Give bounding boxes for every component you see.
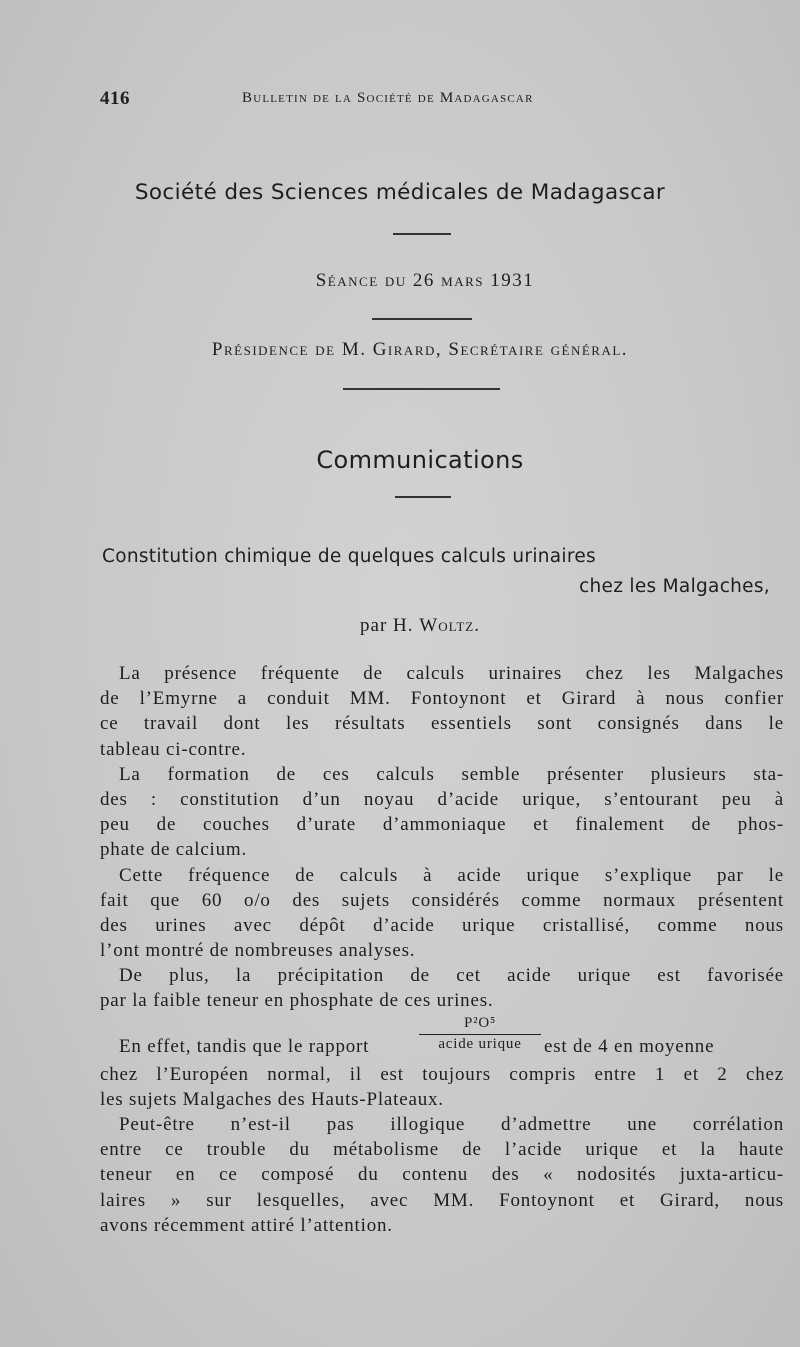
text-line: La formation de ces calculs semble présenter plusieurs sta-	[119, 763, 784, 785]
article-title-line-2: chez les Malgaches,	[579, 576, 770, 597]
fraction-denominator: acide urique	[438, 1036, 522, 1053]
byline-prefix: par H.	[360, 615, 414, 636]
text-line: ce travail dont les résultats essentiels sont consignés dans le	[100, 713, 784, 735]
article-body	[100, 661, 784, 1238]
fraction-suffix: est de 4 en moyenne	[544, 1035, 715, 1057]
fraction-line	[100, 1014, 784, 1062]
fraction	[419, 1014, 541, 1053]
text-line: de l’Emyrne a conduit MM. Fontoynont et Girard à nous confier	[100, 688, 784, 710]
text-line: teneur en ce composé du contenu des « nodosités juxta-articu-	[100, 1164, 784, 1186]
divider-rule	[343, 388, 500, 390]
text-line: par la faible teneur en phosphate de ces urines.	[100, 990, 494, 1012]
fraction-numerator: P²O⁵	[463, 1014, 497, 1031]
text-line: avons récemment attiré l’attention.	[100, 1214, 393, 1236]
page-number: 416	[100, 88, 130, 109]
presidence: Présidence de M. Girard, Secrétaire général.	[211, 339, 629, 360]
text-line: La présence fréquente de calculs urinaires chez les Malgaches	[119, 663, 784, 684]
text-line: entre ce trouble du métabolisme de l’acide urique et la haute	[100, 1139, 784, 1161]
section-title: Communications	[316, 446, 524, 474]
seance-date: Séance du 26 mars 1931	[315, 270, 535, 291]
byline	[0, 615, 800, 637]
text-line: chez l’Européen normal, il est toujours compris entre 1 et 2 chez	[100, 1063, 784, 1085]
running-header	[100, 88, 710, 114]
running-title: Bulletin de la Société de Madagascar	[242, 90, 534, 106]
byline-author: Woltz.	[419, 615, 480, 636]
fraction-prefix: En effet, tandis que le rapport	[119, 1035, 370, 1057]
text-line: phate de calcium.	[100, 839, 248, 861]
text-line: des : constitution d’un noyau d’acide urique, s’entourant peu à	[100, 788, 784, 810]
text-line: les sujets Malgaches des Hauts-Plateaux.	[100, 1088, 444, 1110]
text-line: peu de couches d’urate d’ammoniaque et finalement de phos-	[100, 814, 784, 836]
divider-rule	[395, 496, 451, 498]
text-line: des urines avec dépôt d’acide urique cristallisé, comme nous	[100, 914, 784, 936]
article-title-line-1: Constitution chimique de quelques calculs urinaires	[102, 546, 596, 567]
text-line: Peut-être n’est-il pas illogique d’admettre une corrélation	[119, 1114, 784, 1135]
society-title: Société des Sciences médicales de Madagascar	[134, 180, 666, 205]
text-line: tableau ci-contre.	[100, 738, 247, 760]
text-line: laires » sur lesquelles, avec MM. Fontoynont et Girard, nous	[100, 1189, 784, 1211]
text-line: l’ont montré de nombreuses analyses.	[100, 940, 416, 962]
divider-rule	[393, 233, 451, 235]
text-line: De plus, la précipitation de cet acide urique est favorisée	[119, 965, 784, 987]
divider-rule	[372, 318, 472, 320]
text-line: fait que 60 o/o des sujets considérés comme normaux présentent	[100, 889, 784, 911]
text-line: Cette fréquence de calculs à acide urique s’explique par le	[119, 864, 784, 886]
